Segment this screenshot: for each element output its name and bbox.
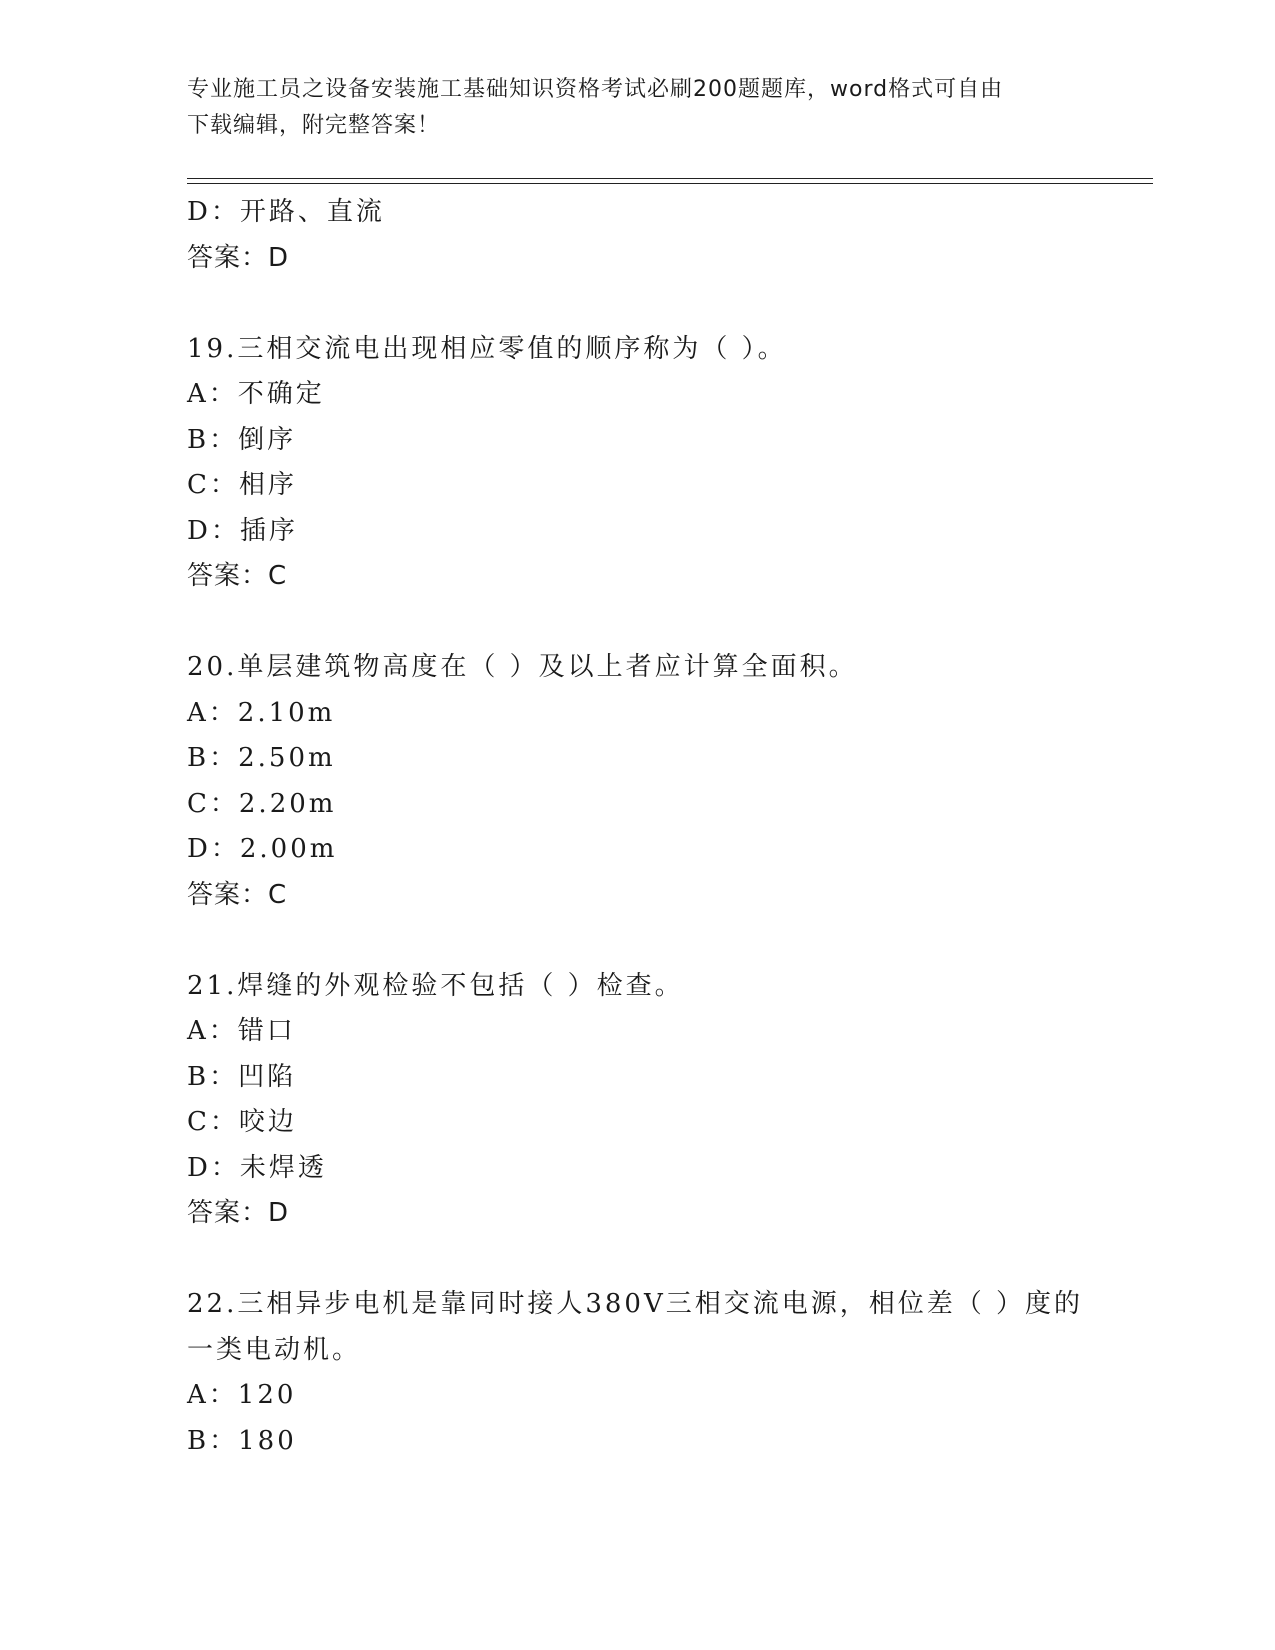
option-d: D：未焊透: [187, 1152, 327, 1183]
option-b: B：凹陷: [187, 1061, 297, 1092]
option-a: A：错口: [187, 1016, 296, 1046]
question-stem: 21.焊缝的外观检验不包括（ ）检查。: [187, 970, 684, 1001]
option-c: C：咬边: [187, 1107, 297, 1137]
header-title-line-1: 专业施工员之设备安装施工基础知识资格考试必刷200题题库，word格式可自由: [187, 77, 1004, 102]
header-title-line-2: 下载编辑，附完整答案！: [187, 113, 441, 138]
option-d: D：插序: [187, 515, 298, 546]
answer-line: 答案：D: [187, 1198, 290, 1228]
answer-line: 答案：C: [187, 561, 288, 591]
option-c: C：2.20m: [187, 788, 337, 819]
option-d: D：开路、直流: [187, 197, 385, 227]
question-stem-line-2: 一类电动机。: [187, 1334, 362, 1365]
header-rule-top: [187, 178, 1153, 179]
option-d: D：2.00m: [187, 834, 338, 864]
answer-line: 答案：C: [187, 879, 288, 910]
document-header: [187, 72, 1067, 144]
question-stem-line-1: 22.三相异步电机是靠同时接人380V三相交流电源，相位差（ ）度的: [187, 1289, 1084, 1319]
question-stem: 19.三相交流电出现相应零值的顺序称为（ ）。: [187, 333, 787, 364]
header-rule-bottom: [187, 183, 1153, 184]
answer-line: 答案：D: [187, 242, 290, 273]
option-a: A：不确定: [187, 379, 325, 409]
option-c: C：相序: [187, 470, 297, 500]
option-b: B：2.50m: [187, 743, 336, 773]
question-stem: 20.单层建筑物高度在（ ）及以上者应计算全面积。: [187, 652, 858, 682]
question-list: [187, 190, 1087, 1464]
option-b: B：180: [187, 1425, 297, 1456]
option-a: A：120: [187, 1380, 297, 1410]
option-a: A：2.10m: [187, 697, 336, 728]
option-b: B：倒序: [187, 424, 297, 455]
